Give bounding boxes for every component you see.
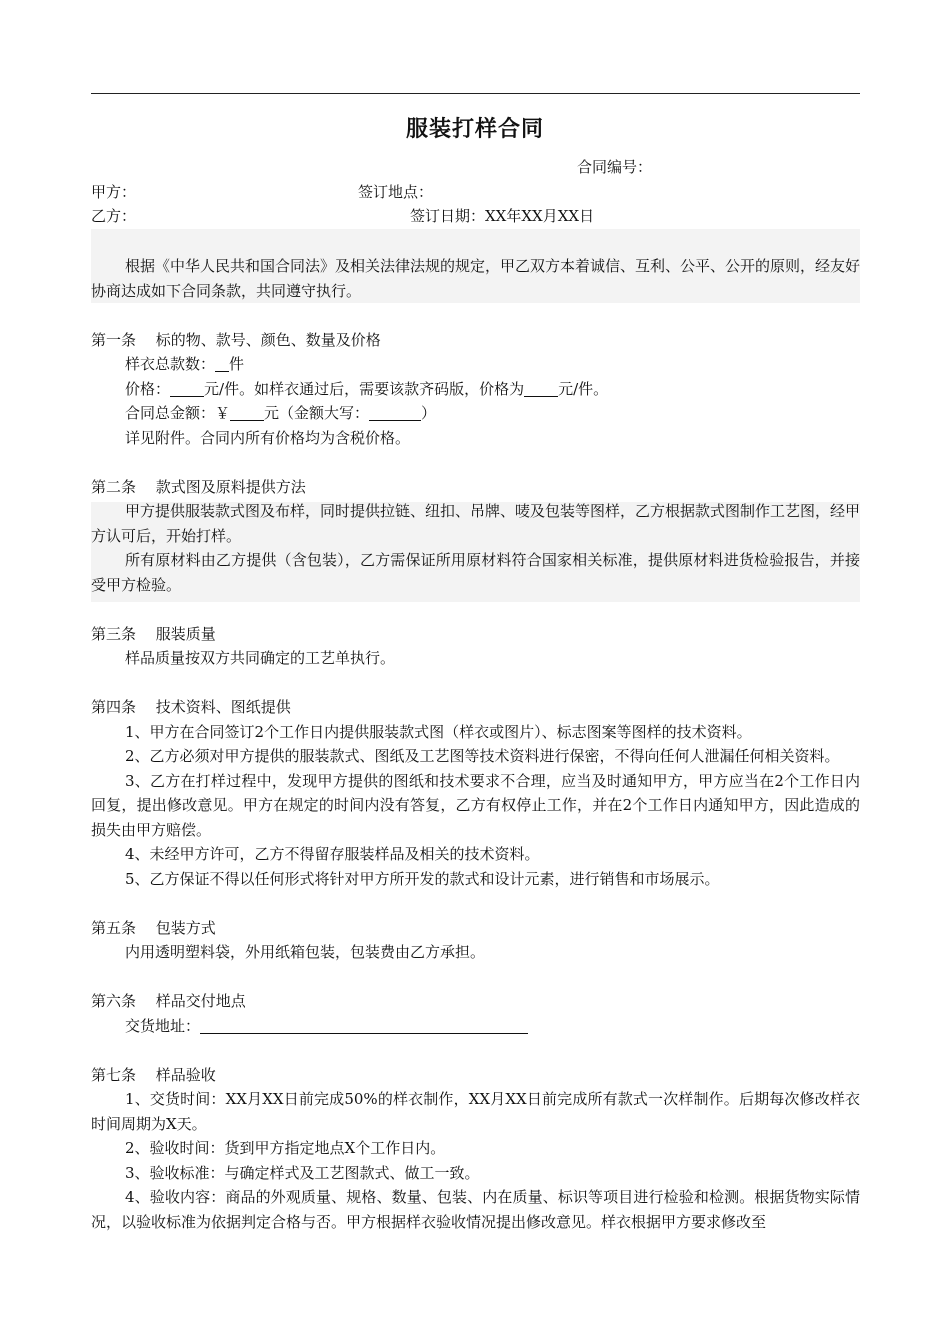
total-amount-words-label: 元（金额大写：	[264, 404, 370, 422]
preamble: 根据《中华人民共和国合同法》及相关法律法规的规定，甲乙双方本着诚信、互利、公平、公开的原则，经友好协商达成如下合同条款，共同遵守执行。	[91, 257, 861, 300]
article-7-heading: 第七条 样品验收	[91, 1065, 216, 1084]
article-2-paragraph-2: 所有原材料由乙方提供（含包装），乙方需保证所用原材料符合国家相关标准，提供原材料进货检验报告，并接受甲方检验。	[91, 551, 860, 594]
price-line	[91, 377, 860, 402]
article-5-heading: 第五条 包装方式	[91, 918, 216, 937]
article-4-item: 3、乙方在打样过程中，发现甲方提供的图纸和技术要求不合理，应当及时通知甲方，甲方应当在2个工作日内回复，提出修改意见。甲方在规定的时间内没有答复，乙方有权停止工作，并在2个工作日内通知甲方，因此造成的损失由甲方赔偿。	[91, 771, 860, 839]
article-4-item: 5、乙方保证不得以任何形式将针对甲方所开发的款式和设计元素，进行销售和市场展示。	[125, 869, 720, 888]
article-6-heading: 第六条 样品交付地点	[91, 992, 246, 1010]
article-4-item: 1、甲方在合同签订2个工作日内提供服装款式图（样衣或图片）、标志图案等图样的技术资料。	[125, 722, 752, 741]
total-amount-blank	[230, 404, 264, 421]
sign-date-label: 签订日期：XX年XX月XX日	[410, 207, 595, 225]
party-a-label: 甲方：	[91, 183, 137, 201]
sign-place-label: 签订地点：	[358, 183, 434, 201]
article-1-note: 详见附件。合同内所有价格均为含税价格。	[125, 428, 411, 447]
contract-body	[91, 254, 860, 1234]
delivery-address-label: 交货地址：	[125, 1016, 201, 1035]
article-3-paragraph: 样品质量按双方共同确定的工艺单执行。	[125, 649, 396, 667]
article-4-heading: 第四条 技术资料、图纸提供	[91, 698, 291, 716]
delivery-address-line	[91, 1014, 860, 1039]
article-4-item: 2、乙方必须对甲方提供的服装款式、图纸及工艺图等技术资料进行保密，不得向任何人泄漏任何相关资料。	[125, 747, 840, 765]
document-title: 服装打样合同	[405, 117, 544, 142]
article-1-heading: 第一条 标的物、款号、颜色、数量及价格	[91, 330, 381, 349]
article-7-item: 4、验收内容：商品的外观质量、规格、数量、包装、内在质量、标识等项目进行检验和检测。根据货物实际情况，以验收标准为依据判定合格与否。甲方根据样衣验收情况提出修改意见。样衣根据甲方要求修改至	[91, 1188, 860, 1231]
total-amount-label: 合同总金额：￥	[125, 404, 231, 422]
article-7-item: 1、交货时间：XX月XX日前完成50%的样衣制作，XX月XX日前完成所有款式一次样制作。后期每次修改样衣时间周期为X天。	[91, 1090, 860, 1133]
article-3-heading: 第三条 服装质量	[91, 624, 216, 643]
contract-number-label: 合同编号：	[577, 158, 653, 176]
article-2-heading: 第二条 款式图及原料提供方法	[91, 477, 306, 496]
total-styles-prefix: 样衣总款数：	[125, 355, 216, 373]
full-size-price-blank	[524, 380, 558, 397]
total-amount-line	[91, 401, 860, 426]
article-2-paragraph-1: 甲方提供服装款式图及布样，同时提供拉链、纽扣、吊牌、唛及包装等图样，乙方根据款式图制作工艺图，经甲方认可后，开始打样。	[91, 502, 861, 545]
total-styles-blank	[215, 355, 229, 372]
party-b-label: 乙方：	[91, 207, 137, 225]
header-rule	[91, 93, 860, 94]
article-7-item: 3、验收标准：与确定样式及工艺图款式、做工一致。	[125, 1163, 480, 1182]
price-label: 价格：	[125, 379, 171, 398]
total-amount-words-blank	[369, 404, 421, 421]
article-5-paragraph: 内用透明塑料袋，外用纸箱包装，包装费由乙方承担。	[125, 943, 486, 961]
price-text: 元/件。如样衣通过后，需要该款齐码版，价格为	[204, 379, 525, 398]
total-amount-close: ）	[421, 404, 437, 422]
delivery-address-blank	[200, 1017, 528, 1034]
article-4-item: 4、未经甲方许可，乙方不得留存服装样品及相关的技术资料。	[125, 845, 540, 863]
price-unit: 元/件。	[558, 379, 609, 398]
total-styles-suffix: 件	[229, 355, 245, 373]
article-7-item: 2、验收时间：货到甲方指定地点X个工作日内。	[125, 1139, 446, 1157]
price-blank	[170, 380, 204, 397]
total-styles-line	[91, 352, 860, 377]
